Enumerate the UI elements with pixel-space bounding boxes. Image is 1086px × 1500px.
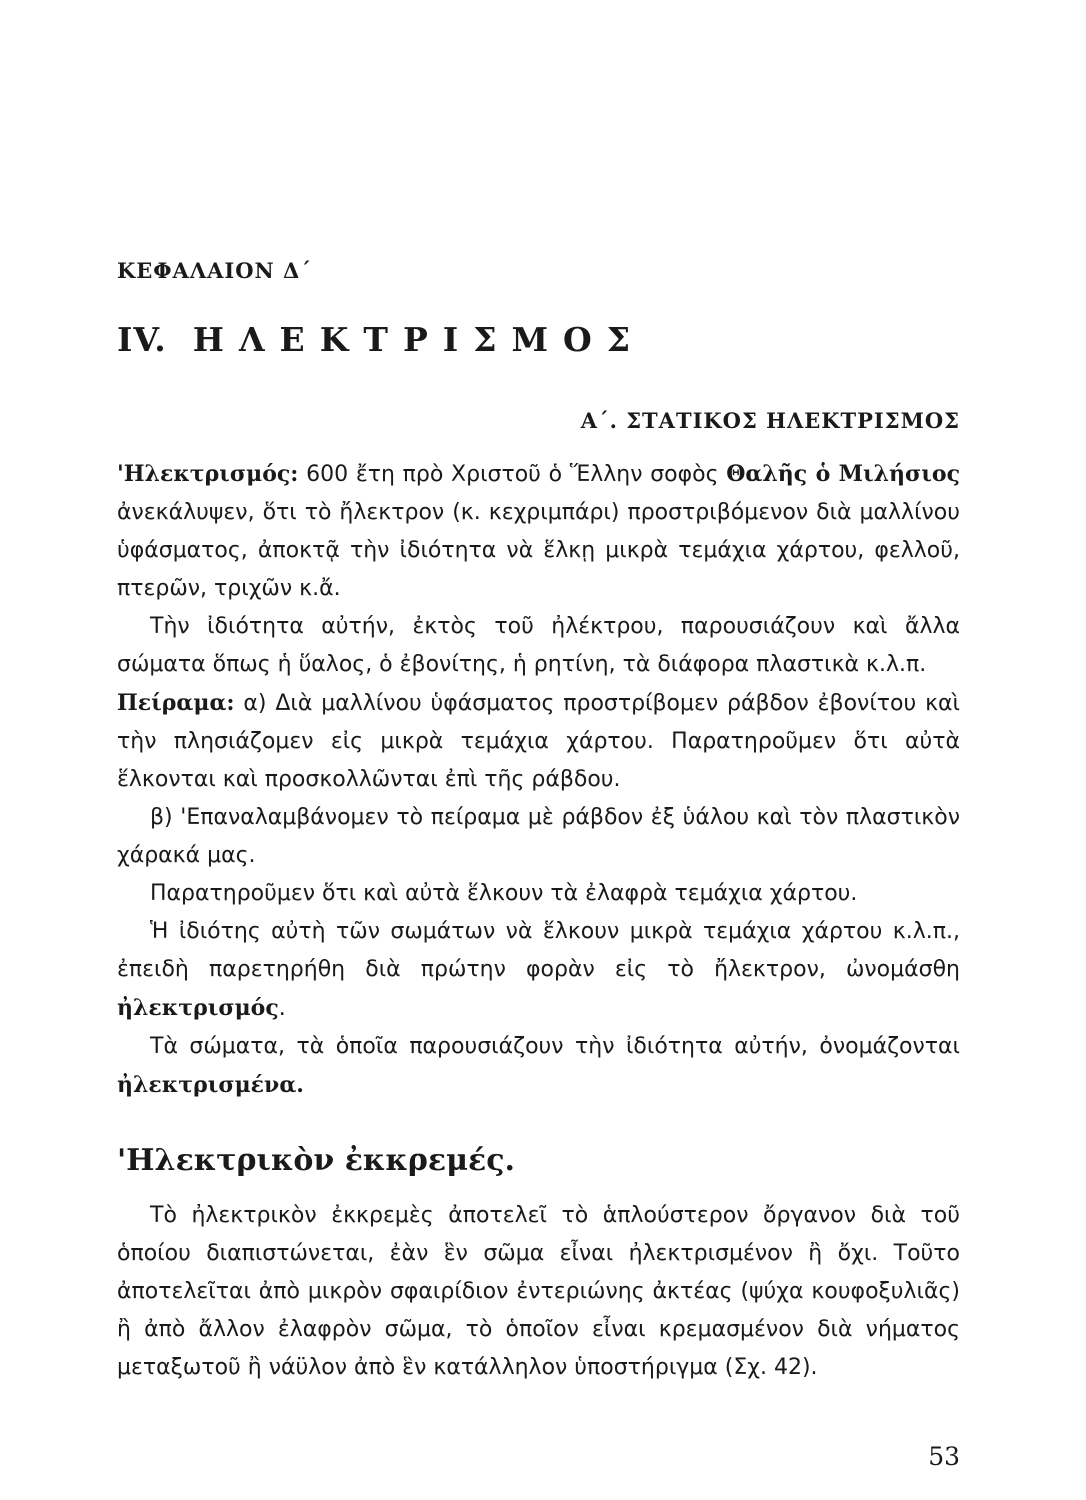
naming-paragraph [117,913,960,1028]
intro-term: 'Ηλεκτρισμός: [117,461,299,487]
pendulum-body [117,1197,960,1387]
subsection-heading: 'Ηλεκτρικὸν ἐκκρεμές. [117,1143,515,1178]
experiment-label: Πείραμα: [117,690,235,716]
intro-text-b: ἀνεκάλυψεν, ὅτι τὸ ἤλεκτρον (κ. κεχριμπάρι) προστριβόμενον διὰ μαλλίνου ὑφάσματος, ἀποκτᾷ τὴν ἰδιότητα νὰ ἕλκῃ μικρὰ τεμάχια χάρτου, φελλοῦ, πτερῶν, τριχῶν κ.ἄ. [117,500,960,601]
main-title [117,320,645,359]
property-paragraph: Τὴν ἰδιότητα αὐτήν, ἐκτὸς τοῦ ἠλέκτρου, παρουσιάζουν καὶ ἄλλα σώματα ὅπως ἡ ὕαλος, ὁ ἐβονίτης, ἡ ρητίνη, τὰ διάφορα πλαστικὰ κ.λ.π. [117,614,960,677]
electrified-text: Τὰ σώματα, τὰ ὁποῖα παρουσιάζουν τὴν ἰδιότητα αὐτήν, ὀνομάζονται [150,1034,960,1059]
thales-name: Θαλῆς ὁ Μιλήσιος [726,461,960,487]
title-number: IV. [117,320,167,359]
section-heading: Α΄. ΣΤΑΤΙΚΟΣ ΗΛΕΚΤΡΙΣΜΟΣ [580,408,960,433]
intro-text-a: 600 ἔτη πρὸ Χριστοῦ ὁ Ἕλλην σοφὸς [298,462,727,487]
intro-paragraph [117,455,960,608]
pendulum-paragraph: Τὸ ἠλεκτρικὸν ἐκκρεμὲς ἀποτελεῖ τὸ ἁπλούστερον ὄργανον διὰ τοῦ ὁποίου διαπιστώνεται, ἐὰν ἓν σῶμα εἶναι ἠλεκτρισμένον ἢ ὄχι. Τοῦτο ἀποτελεῖται ἀπὸ μικρὸν σφαιρίδιον ἐντεριώνης ἀκτέας (ψύχα κουφοξυλιᾶς) ἢ ἀπὸ ἄλλον ἐλαφρὸν σῶμα, τὸ ὁποῖον εἶναι κρεμασμένον διὰ νήματος μεταξωτοῦ ἢ νάϋλον ἀπὸ ἓν κατάλληλον ὑποστήριγμα (Σχ. 42). [117,1203,960,1380]
page-number: 53 [928,1442,960,1471]
title-text: ΗΛΕΚΤΡΙΣΜΟΣ [192,320,646,359]
electrified-paragraph [117,1028,960,1105]
experiment-paragraph [117,684,960,799]
electrified-term: ἠλεκτρισμένα. [117,1072,304,1098]
static-electricity-body [117,455,960,1105]
naming-end: . [278,996,286,1021]
experiment-part-b: β) 'Επαναλαμβάνομεν τὸ πείραμα μὲ ράβδον ἐξ ὑάλου καὶ τὸν πλαστικὸν χάρακά μας. [117,805,960,868]
chapter-heading: ΚΕΦΑΛΑΙΟΝ Δ΄ [117,258,312,283]
observe-paragraph: Παρατηροῦμεν ὅτι καὶ αὐτὰ ἕλκουν τὰ ἐλαφρὰ τεμάχια χάρτου. [150,881,858,906]
naming-text: Ἡ ἰδιότης αὐτὴ τῶν σωμάτων νὰ ἕλκουν μικρὰ τεμάχια χάρτου κ.λ.π., ἐπειδὴ παρετηρήθη διὰ πρώτην φορὰν εἰς τὸ ἤλεκτρον, ὠνομάσθη [117,919,960,982]
experiment-part-a: α) Διὰ μαλλίνου ὑφάσματος προστρίβομεν ράβδον ἐβονίτου καὶ τὴν πλησιάζομεν εἰς μικρὰ τεμάχια χάρτου. Παρατηροῦμεν ὅτι αὐτὰ ἕλκονται καὶ προσκολλῶνται ἐπὶ τῆς ράβδου. [117,691,960,792]
naming-term: ἠλεκτρισμός [117,995,279,1021]
